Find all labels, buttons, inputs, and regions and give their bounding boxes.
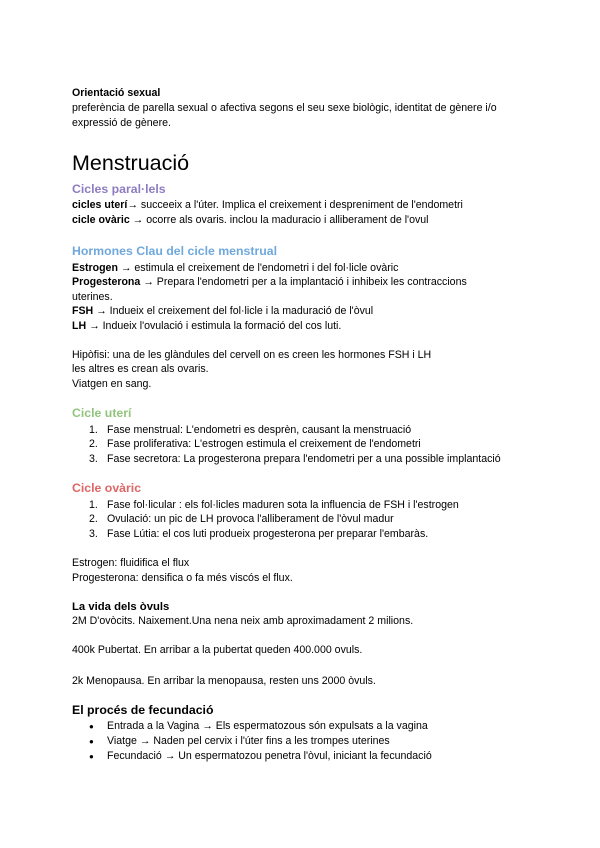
list-marker: 2. bbox=[89, 513, 98, 525]
hormones-fsh-line bbox=[72, 304, 373, 319]
list-item-text: Fase secretora: La progesterona prepara l'endometri per a una possible implantació bbox=[107, 453, 501, 465]
cicles-ovaric-text: → ocorre als ovaris. inclou la maduracio i alliberament de l'ovul bbox=[129, 214, 429, 226]
list-item bbox=[89, 452, 501, 467]
list-item-text: Entrada a la Vagina → Els espermatozous són expulsats a la vagina bbox=[107, 720, 428, 732]
list-item bbox=[89, 527, 428, 542]
hormones-estrogen-term: Estrogen bbox=[72, 262, 118, 274]
cicle-ovaric-heading: Cicle ovàric bbox=[72, 481, 142, 495]
hipofisi-line3: Viatgen en sang. bbox=[72, 378, 152, 390]
bullet-icon: ● bbox=[89, 722, 94, 731]
bullet-icon: ● bbox=[89, 737, 94, 746]
list-item-text: Fase menstrual: L'endometri es desprèn, causant la menstruació bbox=[107, 424, 412, 436]
list-item-text: Fase fol·licular : els fol·licles maduren sota la influencia de FSH i l'estrogen bbox=[107, 499, 459, 511]
list-item bbox=[89, 423, 411, 438]
page-title: Menstruació bbox=[72, 151, 190, 175]
hipofisi-line1: Hipòfisi: una de les glàndules del cervell on es creen les hormones FSH i LH bbox=[72, 349, 432, 361]
hipofisi-line2: les altres es crean als ovaris. bbox=[72, 363, 209, 375]
cicle-uteri-heading: Cicle uterí bbox=[72, 406, 132, 420]
list-item-text: Fase proliferativa: L'estrogen estimula el creixement de l'endometri bbox=[107, 438, 421, 450]
bullet-icon: ● bbox=[89, 752, 94, 761]
hormones-estrogen-text: → estimula el creixement de l'endometri i del fol·licle ovàric bbox=[117, 262, 399, 274]
list-item bbox=[89, 498, 459, 513]
list-marker: 1. bbox=[89, 424, 98, 436]
cicles-ovaric-term: cicle ovàric bbox=[72, 214, 130, 226]
orientacio-title: Orientació sexual bbox=[72, 87, 161, 99]
list-item bbox=[89, 437, 421, 452]
list-item-text: Ovulació: un pic de LH provoca l'alliberament de l'òvul madur bbox=[107, 513, 394, 525]
cicles-uteri-term: cicles uterí bbox=[72, 199, 128, 211]
hormones-prog-line2: uterines. bbox=[72, 291, 113, 303]
hormones-fsh-text: → Indueix el creixement del fol·licle i la maduració de l'òvul bbox=[93, 305, 374, 317]
hormones-prog-term: Progesterona bbox=[72, 276, 141, 288]
cicles-uteri-text: → succeeix a l'úter. Implica el creixement i despreniment de l'endometri bbox=[127, 199, 463, 211]
list-marker: 1. bbox=[89, 499, 98, 511]
hormones-fsh-term: FSH bbox=[72, 305, 94, 317]
orientacio-line1: preferència de parella sexual o afectiva segons el seu sexe biològic, identitat de gènere i/o bbox=[72, 102, 497, 114]
list-item bbox=[89, 749, 432, 765]
cicles-ovaric-line bbox=[72, 213, 429, 228]
list-item bbox=[89, 719, 428, 735]
list-marker: 3. bbox=[89, 453, 98, 465]
orientacio-line2: expressió de gènere. bbox=[72, 117, 171, 129]
hormones-lh-line bbox=[72, 319, 341, 334]
list-item bbox=[89, 512, 394, 527]
ovuls-line1: 2M D'ovòcits. Naixement.Una nena neix amb aproximadament 2 milions. bbox=[72, 615, 414, 627]
list-item-text: Viatge → Naden pel cervix i l'úter fins a les trompes uterines bbox=[107, 735, 390, 747]
flux-line2: Progesterona: densifica o fa més viscós el flux. bbox=[72, 572, 293, 584]
cicles-heading: Cicles paral·lels bbox=[72, 182, 166, 196]
list-item-text: Fecundació → Un espermatozou penetra l'òvul, iniciant la fecundació bbox=[107, 750, 432, 762]
list-marker: 2. bbox=[89, 438, 98, 450]
hormones-estrogen-line bbox=[72, 261, 398, 276]
ovuls-line2: 400k Pubertat. En arribar a la pubertat queden 400.000 ovuls. bbox=[72, 644, 363, 656]
cicles-uteri-line bbox=[72, 198, 463, 213]
fecundacio-heading: El procés de fecundació bbox=[72, 703, 214, 717]
ovuls-line3: 2k Menopausa. En arribar la menopausa, resten uns 2000 òvuls. bbox=[72, 675, 376, 687]
flux-line1: Estrogen: fluidifica el flux bbox=[72, 557, 190, 569]
hormones-heading: Hormones Clau del cicle menstrual bbox=[72, 244, 278, 258]
list-marker: 3. bbox=[89, 528, 98, 540]
hormones-lh-term: LH bbox=[72, 320, 87, 332]
hormones-lh-text: → Indueix l'ovulació i estimula la formació del cos luti. bbox=[86, 320, 342, 332]
hormones-prog-line bbox=[72, 275, 467, 290]
hormones-prog-text: → Prepara l'endometri per a la implantació i inhibeix les contraccions bbox=[140, 276, 467, 288]
list-item-text: Fase Lútia: el cos luti produeix progesterona per preparar l'embaràs. bbox=[107, 528, 429, 540]
list-item bbox=[89, 734, 390, 750]
ovuls-heading: La vida dels òvuls bbox=[72, 601, 170, 613]
